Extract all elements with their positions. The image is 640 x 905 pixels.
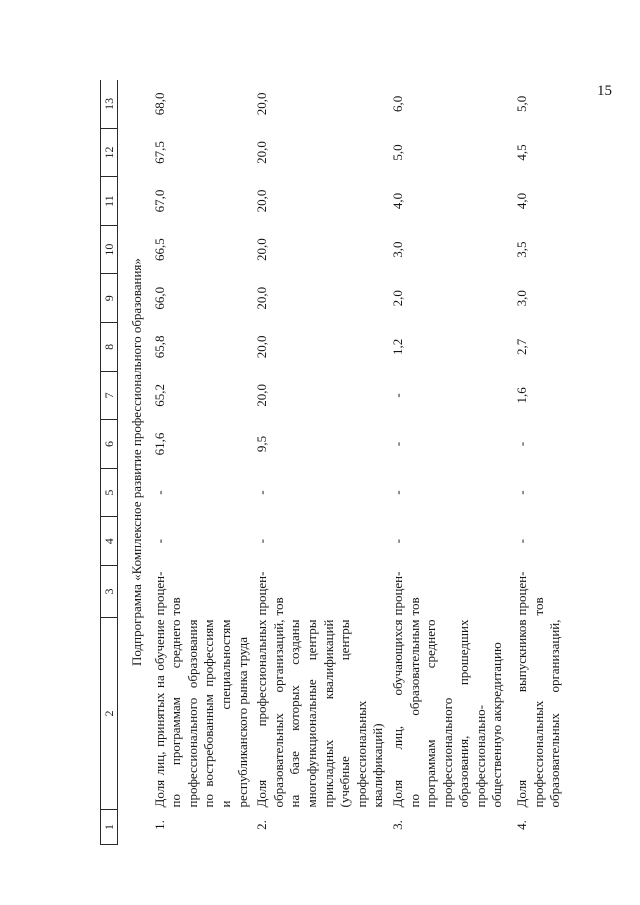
indicator-row-3 (390, 80, 509, 845)
header-col-8: 8 (101, 323, 118, 372)
indicator-name-line: образовательных организаций, (547, 619, 563, 808)
unit-line: тов (270, 597, 286, 616)
unit-cell (152, 566, 255, 618)
unit-line: тов (168, 597, 184, 616)
value-col-7: 1,6 (514, 387, 530, 404)
rotated-table-area (100, 80, 585, 845)
indicator-name-line: образования, прошедших (456, 619, 472, 808)
value-col-13: 6,0 (389, 95, 405, 112)
value-col-9: 66,0 (151, 286, 167, 310)
value-col-11: 20,0 (254, 189, 270, 213)
header-col-9: 9 (101, 274, 118, 323)
indicator-name-line: по программам среднего (168, 619, 184, 808)
indicator-name-line: Доля профессиональных (254, 619, 270, 808)
indicator-row-1 (152, 80, 255, 845)
value-col-10: 3,5 (514, 241, 530, 258)
value-col-7: 65,2 (151, 384, 167, 407)
value-col-4: - (389, 539, 405, 544)
value-col-9: 20,0 (254, 286, 270, 310)
value-col-8: 20,0 (254, 335, 270, 359)
indicator-name-line: Доля выпускников (514, 619, 530, 808)
header-col-7: 7 (101, 371, 118, 420)
value-col-13: 5,0 (514, 95, 530, 112)
value-col-5: - (389, 490, 405, 495)
header-col-13: 13 (101, 80, 118, 128)
indicator-name-line: общественную аккредитацию (489, 642, 505, 808)
page-number: 15 (597, 83, 612, 99)
indicator-name (509, 618, 567, 810)
indicator-name-line: квалификаций) (370, 723, 386, 808)
unit-line: процен- (151, 571, 167, 616)
table-header-row (101, 80, 118, 845)
value-col-6: - (514, 441, 530, 447)
value-col-12: 4,5 (514, 144, 530, 161)
header-col-5: 5 (101, 468, 118, 517)
value-col-8: 65,8 (151, 335, 167, 359)
value-col-4: - (151, 539, 167, 544)
row-number: 4. (514, 820, 530, 830)
value-col-12: 67,5 (151, 141, 167, 164)
value-col-5: - (254, 490, 270, 495)
indicator-name-line: Доля лиц, принятых на обучение (151, 619, 167, 808)
indicator-name-line: и специальностям (217, 619, 233, 808)
subprogram-title: Подпрограмма «Комплексное развитие профессионального образования» (129, 258, 144, 666)
value-col-9: 3,0 (514, 290, 530, 307)
value-col-6: 61,6 (151, 432, 167, 456)
indicator-name-line: по образовательным (406, 619, 422, 808)
header-col-2: 2 (101, 618, 118, 810)
value-col-12: 20,0 (254, 141, 270, 164)
indicator-name-line: профессионально- (472, 704, 488, 808)
indicator-row-4 (509, 80, 567, 845)
header-col-10: 10 (101, 225, 118, 274)
rotated-table (100, 80, 585, 845)
value-col-7: 20,0 (254, 384, 270, 407)
indicator-name-line: многофункциональные центры (303, 619, 319, 808)
unit-line: процен- (514, 571, 530, 616)
row-number: 3. (389, 820, 405, 830)
indicator-name (390, 618, 509, 810)
value-col-6: 9,5 (254, 435, 270, 453)
indicator-row-2 (254, 80, 390, 845)
value-col-8: 1,2 (389, 338, 405, 355)
indicator-name-line: на базе которых созданы (287, 619, 303, 808)
header-col-4: 4 (101, 517, 118, 566)
indicator-name (254, 618, 390, 810)
indicator-name (152, 618, 255, 810)
indicator-name-line: по востребованным профессиям (201, 619, 217, 808)
value-col-11: 4,0 (514, 192, 530, 210)
value-col-8: 2,7 (514, 338, 530, 355)
indicator-name-line: профессиональных (353, 700, 369, 808)
value-col-7: - (389, 393, 405, 398)
indicator-name-line: прикладных квалификаций (320, 619, 336, 808)
value-col-10: 20,0 (254, 238, 270, 262)
header-col-3: 3 (101, 566, 118, 618)
value-col-11: 4,0 (389, 192, 405, 210)
row-number: 2. (254, 820, 270, 830)
value-col-5: - (514, 490, 530, 495)
indicator-name-line: профессионального образования (184, 619, 200, 808)
unit-cell (254, 566, 390, 618)
indicator-name-line: образовательных организаций, (270, 619, 286, 808)
unit-cell (509, 566, 567, 618)
unit-line: процен- (254, 571, 270, 616)
indicator-table-body (118, 80, 567, 845)
value-col-5: - (151, 490, 167, 495)
header-col-6: 6 (101, 420, 118, 469)
value-col-10: 66,5 (151, 238, 167, 262)
unit-line: тов (406, 597, 422, 616)
indicator-name-line: профессиональных (530, 700, 546, 808)
value-col-9: 2,0 (389, 290, 405, 307)
value-col-10: 3,0 (389, 241, 405, 258)
indicator-table (100, 80, 567, 845)
header-col-12: 12 (101, 128, 118, 177)
value-col-12: 5,0 (389, 144, 405, 161)
value-col-13: 68,0 (151, 92, 167, 116)
value-col-4: - (514, 539, 530, 544)
unit-line: процен- (389, 571, 405, 616)
value-col-13: 20,0 (254, 92, 270, 116)
indicator-name-line: республиканского рынка труда (234, 637, 250, 808)
header-col-11: 11 (101, 177, 118, 226)
row-number: 1. (151, 820, 167, 830)
value-col-11: 67,0 (151, 189, 167, 213)
indicator-name-line: (учебные центры (337, 619, 353, 808)
value-col-4: - (254, 539, 270, 544)
unit-line: тов (530, 597, 546, 616)
indicator-name-line: программам среднего (423, 619, 439, 808)
subprogram-row (118, 80, 152, 845)
header-col-1: 1 (101, 810, 118, 845)
value-col-6: - (389, 441, 405, 447)
indicator-name-line: Доля лиц, обучающихся (389, 619, 405, 808)
indicator-name-line: профессионального (439, 697, 455, 808)
unit-cell (390, 566, 509, 618)
